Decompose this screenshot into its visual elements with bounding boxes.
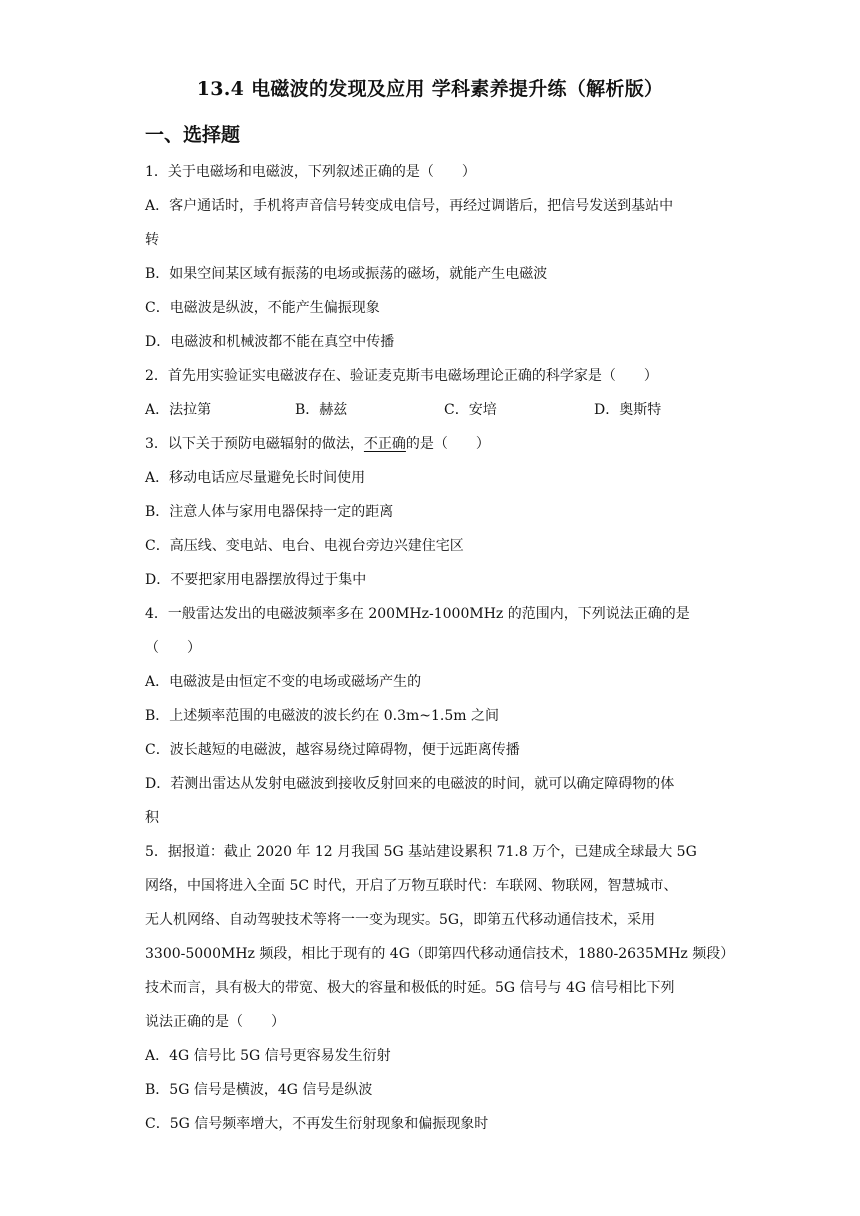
q2-option-c: C．安培 — [444, 402, 497, 418]
q3-stem-pre: 3．以下关于预防电磁辐射的做法， — [145, 436, 364, 452]
q5-stem-line-3: 无人机网络、自动驾驶技术等将一一变为现实。5G，即第五代移动通信技术，采用 — [145, 912, 656, 928]
q4-option-b: B．上述频率范围的电磁波的波长约在 0.3m~1.5m 之间 — [145, 708, 499, 724]
q4-option-a: A．电磁波是由恒定不变的电场或磁场产生的 — [145, 674, 422, 690]
q2-option-a: A．法拉第 — [145, 402, 212, 418]
q4-option-c: C．波长越短的电磁波，越容易绕过障碍物，便于远距离传播 — [145, 742, 520, 758]
q4-option-d: D．若测出雷达从发射电磁波到接收反射回来的电磁波的时间，就可以确定障碍物的体 — [145, 776, 675, 792]
q4-option-d-cont: 积 — [145, 810, 159, 826]
q2-option-b: B．赫兹 — [295, 402, 348, 418]
q3-option-d: D．不要把家用电器摆放得过于集中 — [145, 572, 367, 588]
q2-option-d: D．奥斯特 — [594, 402, 662, 418]
q5-option-c: C．5G 信号频率增大，不再发生衍射现象和偏振现象时 — [145, 1116, 489, 1132]
q4-stem-cont: （ ） — [145, 640, 201, 656]
q5-option-a: A．4G 信号比 5G 信号更容易发生衍射 — [145, 1048, 391, 1064]
q3-stem — [145, 434, 490, 454]
q1-option-a: A．客户通话时，手机将声音信号转变成电信号，再经过调谐后，把信号发送到基站中 — [145, 198, 674, 214]
q1-option-c: C．电磁波是纵波，不能产生偏振现象 — [145, 300, 380, 316]
q5-stem-line-5: 技术而言，具有极大的带宽、极大的容量和极低的时延。5G 信号与 4G 信号相比下列 — [145, 980, 675, 996]
q5-stem-line-6: 说法正确的是（ ） — [145, 1014, 285, 1030]
q3-stem-post: 的是（ ） — [405, 436, 490, 452]
q5-stem-line-2: 网络，中国将进入全面 5C 时代，开启了万物互联时代：车联网、物联网，智慧城市、 — [145, 878, 678, 894]
q1-stem: 1．关于电磁场和电磁波，下列叙述正确的是（ ） — [145, 164, 476, 180]
q1-option-b: B．如果空间某区域有振荡的电场或振荡的磁场，就能产生电磁波 — [145, 266, 548, 282]
section-heading: 一、选择题 — [145, 124, 241, 146]
q5-option-b: B．5G 信号是横波，4G 信号是纵波 — [145, 1082, 373, 1098]
q3-option-a: A．移动电话应尽量避免长时间使用 — [145, 470, 366, 486]
q3-stem-emphasis: 不正确 — [363, 436, 406, 452]
q2-stem: 2．首先用实验证实电磁波存在、验证麦克斯韦电磁场理论正确的科学家是（ ） — [145, 368, 658, 384]
q3-option-c: C．高压线、变电站、电台、电视台旁边兴建住宅区 — [145, 538, 464, 554]
document-title: 13.4 电磁波的发现及应用 学科素养提升练（解析版） — [196, 78, 664, 100]
q4-stem: 4．一般雷达发出的电磁波频率多在 200MHz-1000MHz 的范围内，下列说法正确的是 — [145, 606, 690, 622]
q3-option-b: B．注意人体与家用电器保持一定的距离 — [145, 504, 394, 520]
q1-option-d: D．电磁波和机械波都不能在真空中传播 — [145, 334, 395, 350]
q1-option-a-cont: 转 — [145, 232, 159, 248]
q5-stem-line-4: 3300-5000MHz 频段，相比于现有的 4G（即第四代移动通信技术，1880-2635MHz 频段） — [145, 946, 735, 962]
q5-stem-line-1: 5．据报道：截止 2020 年 12 月我国 5G 基站建设累积 71.8 万个，已建成全球最大 5G — [145, 844, 697, 860]
